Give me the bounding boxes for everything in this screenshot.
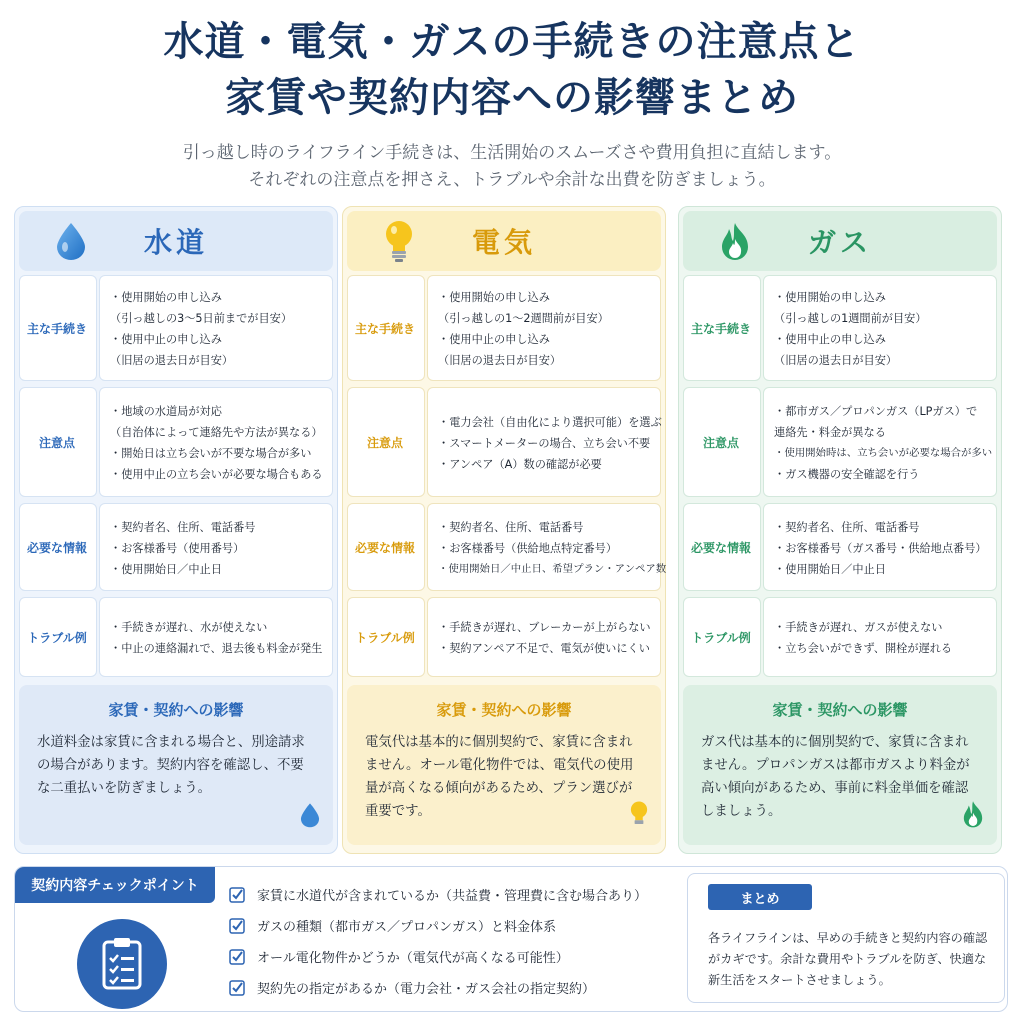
- row-content: [99, 597, 333, 677]
- row-line: ・使用開始日／中止日: [774, 562, 886, 576]
- title-line-2: 家賃や契約内容への影響まとめ: [225, 75, 799, 121]
- checkpoint-item: [229, 910, 689, 941]
- impact-title: 家賃・契約への影響: [108, 701, 244, 719]
- row-line: ・使用中止の立ち会いが必要な場合もある: [110, 468, 323, 481]
- row-line: ・契約者名、住所、電話番号: [438, 520, 584, 534]
- row-line: ・アンペア（A）数の確認が必要: [438, 457, 602, 471]
- electric-title: 電気: [471, 226, 536, 259]
- impact-body: ガス代は基本的に個別契約で、家賃に含まれません。プロパンガスは都市ガスより料金が高い傾向があるため、事前に料金単価を確認しましょう。: [701, 735, 970, 819]
- checkpoint-item-text: オール電化物件かどうか（電気代が高くなる可能性）: [257, 951, 569, 966]
- checkbox-checked-icon: [229, 887, 245, 903]
- row-line: ・使用中止の申し込み: [774, 333, 886, 346]
- row-label: 注意点: [702, 435, 739, 450]
- checkpoint-item: [229, 879, 689, 910]
- checkpoint-item: [229, 941, 689, 972]
- row-line: ・地域の水道局が対応: [110, 405, 222, 418]
- row-line: ・都市ガス／プロパンガス（LPガス）で: [774, 405, 978, 418]
- row-line: ・手続きが遅れ、水が使えない: [110, 621, 268, 634]
- row-content: [99, 387, 333, 497]
- row-content: [99, 503, 333, 591]
- water-column: [14, 206, 338, 854]
- electric-row-notes: [347, 387, 661, 497]
- water-impact: [19, 685, 333, 845]
- row-label: トラブル例: [691, 630, 751, 645]
- row-line: ・手続きが遅れ、ガスが使えない: [774, 621, 943, 634]
- row-line: （旧居の退去日が目安）: [110, 354, 234, 367]
- checkpoint-item-text: 家賃に水道代が含まれているか（共益費・管理費に含む場合あり）: [257, 889, 648, 904]
- checkbox-checked-icon: [229, 918, 245, 934]
- flame-icon: [961, 799, 985, 833]
- row-line: ・電力会社（自由化により選択可能）を選ぶ: [438, 415, 662, 429]
- row-content: [763, 387, 997, 497]
- row-line: ・お客様番号（供給地点特定番号）: [438, 541, 618, 555]
- electric-header: [347, 211, 661, 271]
- row-line: ・お客様番号（ガス番号・供給地点番号）: [774, 541, 987, 555]
- row-content: [427, 597, 661, 677]
- row-content: [763, 503, 997, 591]
- row-line: ・使用中止の申し込み: [110, 333, 222, 346]
- row-line: ・お客様番号（使用番号）: [110, 541, 245, 555]
- checkpoint-item-text: ガスの種類（都市ガス／プロパンガス）と料金体系: [257, 920, 557, 935]
- checkbox-checked-icon: [229, 949, 245, 965]
- gas-impact: [683, 685, 997, 845]
- row-line: ・中止の連絡漏れで、退去後も料金が発生: [110, 642, 323, 655]
- water-row-procedure: [19, 275, 333, 381]
- row-line: ・使用開始日／中止日、希望プラン・アンペア数: [438, 562, 667, 575]
- electric-row-info: [347, 503, 667, 591]
- checkbox-checked-icon: [229, 980, 245, 996]
- electric-impact: [347, 685, 661, 845]
- row-content: [427, 503, 667, 591]
- row-label: トラブル例: [27, 630, 87, 645]
- electric-row-procedure: [347, 275, 661, 381]
- row-line: （旧居の退去日が目安）: [774, 354, 898, 367]
- row-line: ・契約者名、住所、電話番号: [774, 520, 920, 534]
- impact-body: 電気代は基本的に個別契約で、家賃に含まれません。オール電化物件では、電気代の使用量が高くなる傾向があるため、プラン選びが重要です。: [365, 735, 634, 819]
- water-row-notes: [19, 387, 333, 497]
- row-content: [427, 387, 661, 497]
- row-line: 連絡先・料金が異なる: [774, 426, 886, 439]
- gas-row-trouble: [683, 597, 997, 677]
- subtitle-line-1: 引っ越し時のライフライン手続きは、生活開始のスムーズさや費用負担に直結します。: [182, 143, 842, 163]
- row-line: ・契約アンペア不足で、電気が使いにくい: [438, 642, 650, 655]
- clipboard-checklist-icon: [77, 919, 167, 1009]
- row-label: 必要な情報: [26, 540, 87, 555]
- checkpoint-list: [229, 879, 689, 1003]
- gas-row-procedure: [683, 275, 997, 381]
- checkpoint-title: 契約内容チェックポイント: [15, 867, 215, 903]
- row-line: ・使用開始の申し込み: [438, 291, 550, 304]
- electric-column: [342, 206, 666, 854]
- summary-body: 各ライフラインは、早めの手続きと契約内容の確認がカギです。余計な費用やトラブルを防ぎ、快適な新生活をスタートさせましょう。: [708, 931, 988, 987]
- impact-title: 家賃・契約への影響: [436, 701, 572, 719]
- gas-column: [678, 206, 1002, 854]
- row-line: ・ガス機器の安全確認を行う: [774, 468, 920, 481]
- title-line-1: 水道・電気・ガスの手続きの注意点と: [163, 19, 861, 65]
- row-label: 主な手続き: [690, 321, 751, 336]
- electric-row-trouble: [347, 597, 661, 677]
- row-line: ・手続きが遅れ、ブレーカーが上がらない: [438, 621, 651, 634]
- row-line: ・立ち会いができず、開栓が遅れる: [774, 642, 953, 655]
- row-label: 注意点: [366, 435, 403, 450]
- row-line: ・使用開始の申し込み: [110, 291, 222, 304]
- row-content: [99, 275, 333, 381]
- row-line: （自治体によって連絡先や方法が異なる）: [110, 426, 323, 439]
- row-content: [763, 597, 997, 677]
- row-line: ・使用中止の申し込み: [438, 333, 550, 346]
- row-label: 主な手続き: [26, 321, 87, 336]
- impact-title: 家賃・契約への影響: [772, 701, 908, 719]
- water-row-trouble: [19, 597, 333, 677]
- summary-title: まとめ: [708, 884, 812, 910]
- row-label: 必要な情報: [690, 540, 751, 555]
- page-subtitle: [0, 140, 1024, 194]
- impact-body: 水道料金は家賃に含まれる場合と、別途請求の場合があります。契約内容を確認し、不要な二重払いを防ぎましょう。: [37, 735, 305, 796]
- row-line: ・開始日は立ち会いが不要な場合が多い: [110, 447, 312, 460]
- gas-row-info: [683, 503, 997, 591]
- row-line: （引っ越しの1週間前が目安）: [774, 312, 927, 325]
- checkpoint-item: [229, 972, 689, 1003]
- gas-title: ガス: [807, 226, 872, 259]
- row-content: [763, 275, 997, 381]
- checkpoint-panel: [14, 866, 1008, 1012]
- water-header: [19, 211, 333, 271]
- subtitle-line-2: それぞれの注意点を押さえ、トラブルや余計な出費を防ぎましょう。: [248, 170, 776, 190]
- gas-header: [683, 211, 997, 271]
- row-content: [427, 275, 661, 381]
- water-drop-icon: [299, 801, 321, 833]
- row-label: 主な手続き: [354, 321, 415, 336]
- light-bulb-icon: [629, 799, 649, 833]
- row-line: （引っ越しの1〜2週間前が目安）: [438, 312, 609, 325]
- row-line: （旧居の退去日が目安）: [438, 354, 562, 367]
- row-line: ・使用開始日／中止日: [110, 562, 222, 576]
- row-label: トラブル例: [355, 630, 415, 645]
- row-line: ・スマートメーターの場合、立ち会い不要: [438, 436, 651, 450]
- row-line: ・契約者名、住所、電話番号: [110, 520, 256, 534]
- checkpoint-item-text: 契約先の指定があるか（電力会社・ガス会社の指定契約）: [257, 982, 596, 997]
- water-row-info: [19, 503, 333, 591]
- row-line: （引っ越しの3〜5日前までが目安）: [110, 312, 293, 325]
- row-label: 注意点: [38, 435, 75, 450]
- water-title: 水道: [143, 226, 208, 259]
- summary-box: [687, 873, 1005, 1003]
- row-label: 必要な情報: [354, 540, 415, 555]
- page-title: [0, 14, 1024, 126]
- row-line: ・使用開始時は、立ち会いが必要な場合が多い: [774, 447, 993, 459]
- row-line: ・使用開始の申し込み: [774, 291, 886, 304]
- gas-row-notes: [683, 387, 997, 497]
